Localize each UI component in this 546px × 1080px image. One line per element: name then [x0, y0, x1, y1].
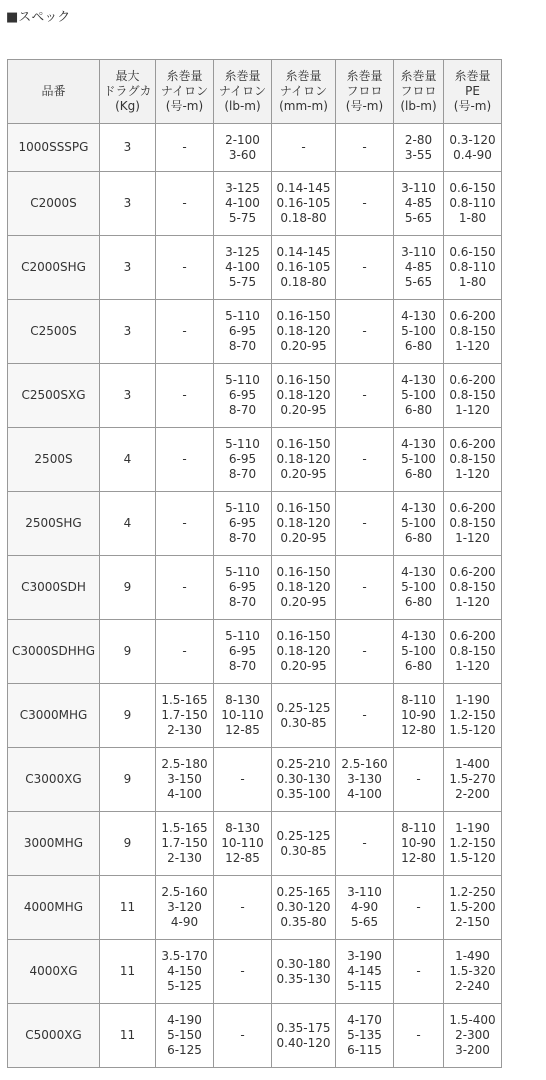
nylon-mm-cell: 0.14-145 0.16-105 0.18-80 [272, 236, 336, 300]
max-drag-cell: 9 [100, 684, 156, 748]
model-cell: 4000XG [8, 940, 100, 1004]
max-drag-cell: 3 [100, 300, 156, 364]
nylon-lb-cell: 5-110 6-95 8-70 [214, 556, 272, 620]
nylon-mm-cell: 0.14-145 0.16-105 0.18-80 [272, 172, 336, 236]
nylon-go-cell: 2.5-180 3-150 4-100 [156, 748, 214, 812]
header-nylon-mm: 糸巻量 ナイロン (mm-m) [272, 60, 336, 124]
fluoro-go-cell: - [336, 620, 394, 684]
fluoro-lb-cell: - [394, 876, 444, 940]
fluoro-go-cell: - [336, 172, 394, 236]
fluoro-go-cell: - [336, 556, 394, 620]
fluoro-go-cell: - [336, 492, 394, 556]
nylon-lb-cell: 5-110 6-95 8-70 [214, 364, 272, 428]
pe-go-cell: 1.2-250 1.5-200 2-150 [444, 876, 502, 940]
fluoro-go-cell: - [336, 236, 394, 300]
nylon-mm-cell: 0.16-150 0.18-120 0.20-95 [272, 620, 336, 684]
fluoro-lb-cell: 4-130 5-100 6-80 [394, 556, 444, 620]
nylon-go-cell: - [156, 492, 214, 556]
max-drag-cell: 4 [100, 492, 156, 556]
fluoro-go-cell: - [336, 428, 394, 492]
fluoro-lb-cell: 8-110 10-90 12-80 [394, 812, 444, 876]
nylon-go-cell: - [156, 124, 214, 172]
nylon-mm-cell: 0.25-125 0.30-85 [272, 812, 336, 876]
max-drag-cell: 9 [100, 812, 156, 876]
fluoro-go-cell: - [336, 124, 394, 172]
nylon-lb-cell: 3-125 4-100 5-75 [214, 236, 272, 300]
nylon-mm-cell: 0.16-150 0.18-120 0.20-95 [272, 364, 336, 428]
table-row [8, 124, 502, 172]
nylon-lb-cell: 8-130 10-110 12-85 [214, 812, 272, 876]
nylon-lb-cell: - [214, 940, 272, 1004]
fluoro-go-cell: - [336, 812, 394, 876]
pe-go-cell: 1.5-400 2-300 3-200 [444, 1004, 502, 1068]
pe-go-cell: 1-400 1.5-270 2-200 [444, 748, 502, 812]
header-fluoro-go: 糸巻量 フロロ (号-m) [336, 60, 394, 124]
spec-heading: ■スペック [6, 10, 71, 25]
max-drag-cell: 3 [100, 236, 156, 300]
header-model: 品番 [8, 60, 100, 124]
nylon-go-cell: 1.5-165 1.7-150 2-130 [156, 684, 214, 748]
fluoro-lb-cell: 4-130 5-100 6-80 [394, 300, 444, 364]
header-fluoro-lb: 糸巻量 フロロ (lb-m) [394, 60, 444, 124]
fluoro-lb-cell: 4-130 5-100 6-80 [394, 620, 444, 684]
model-cell: C3000XG [8, 748, 100, 812]
model-cell: 3000MHG [8, 812, 100, 876]
nylon-lb-cell: - [214, 1004, 272, 1068]
spec-table [7, 59, 502, 1068]
model-cell: 2500SHG [8, 492, 100, 556]
table-row [8, 428, 502, 492]
nylon-go-cell: - [156, 172, 214, 236]
fluoro-go-cell: - [336, 364, 394, 428]
table-row [8, 1004, 502, 1068]
fluoro-lb-cell: 8-110 10-90 12-80 [394, 684, 444, 748]
table-row [8, 364, 502, 428]
fluoro-go-cell: - [336, 684, 394, 748]
fluoro-go-cell: 4-170 5-135 6-115 [336, 1004, 394, 1068]
model-cell: C2000SHG [8, 236, 100, 300]
nylon-go-cell: 2.5-160 3-120 4-90 [156, 876, 214, 940]
max-drag-cell: 3 [100, 172, 156, 236]
pe-go-cell: 0.6-200 0.8-150 1-120 [444, 300, 502, 364]
model-cell: C2500SXG [8, 364, 100, 428]
pe-go-cell: 0.6-150 0.8-110 1-80 [444, 236, 502, 300]
table-row [8, 812, 502, 876]
nylon-lb-cell: - [214, 876, 272, 940]
fluoro-lb-cell: 3-110 4-85 5-65 [394, 236, 444, 300]
table-row [8, 684, 502, 748]
table-body [8, 124, 502, 1068]
pe-go-cell: 0.3-120 0.4-90 [444, 124, 502, 172]
nylon-lb-cell: - [214, 748, 272, 812]
table-row [8, 236, 502, 300]
nylon-mm-cell: 0.25-165 0.30-120 0.35-80 [272, 876, 336, 940]
header-pe-go: 糸巻量 PE (号-m) [444, 60, 502, 124]
nylon-lb-cell: 5-110 6-95 8-70 [214, 300, 272, 364]
nylon-go-cell: - [156, 620, 214, 684]
max-drag-cell: 4 [100, 428, 156, 492]
pe-go-cell: 1-190 1.2-150 1.5-120 [444, 812, 502, 876]
nylon-go-cell: 4-190 5-150 6-125 [156, 1004, 214, 1068]
header-nylon-lb: 糸巻量 ナイロン (lb-m) [214, 60, 272, 124]
nylon-mm-cell: 0.30-180 0.35-130 [272, 940, 336, 1004]
max-drag-cell: 11 [100, 1004, 156, 1068]
nylon-lb-cell: 8-130 10-110 12-85 [214, 684, 272, 748]
nylon-go-cell: - [156, 300, 214, 364]
pe-go-cell: 0.6-150 0.8-110 1-80 [444, 172, 502, 236]
fluoro-lb-cell: 4-130 5-100 6-80 [394, 492, 444, 556]
nylon-mm-cell: 0.16-150 0.18-120 0.20-95 [272, 492, 336, 556]
max-drag-cell: 9 [100, 620, 156, 684]
nylon-mm-cell: - [272, 124, 336, 172]
pe-go-cell: 1-190 1.2-150 1.5-120 [444, 684, 502, 748]
table-row [8, 492, 502, 556]
table-row [8, 620, 502, 684]
nylon-go-cell: - [156, 236, 214, 300]
nylon-lb-cell: 5-110 6-95 8-70 [214, 492, 272, 556]
fluoro-go-cell: 2.5-160 3-130 4-100 [336, 748, 394, 812]
nylon-go-cell: - [156, 556, 214, 620]
nylon-go-cell: 1.5-165 1.7-150 2-130 [156, 812, 214, 876]
model-cell: C5000XG [8, 1004, 100, 1068]
model-cell: C3000MHG [8, 684, 100, 748]
nylon-mm-cell: 0.35-175 0.40-120 [272, 1004, 336, 1068]
header-nylon-go: 糸巻量 ナイロン (号-m) [156, 60, 214, 124]
pe-go-cell: 1-490 1.5-320 2-240 [444, 940, 502, 1004]
max-drag-cell: 9 [100, 748, 156, 812]
model-cell: 2500S [8, 428, 100, 492]
table-row [8, 940, 502, 1004]
nylon-lb-cell: 5-110 6-95 8-70 [214, 620, 272, 684]
nylon-mm-cell: 0.16-150 0.18-120 0.20-95 [272, 300, 336, 364]
fluoro-lb-cell: - [394, 1004, 444, 1068]
max-drag-cell: 9 [100, 556, 156, 620]
table-row [8, 748, 502, 812]
model-cell: 1000SSSPG [8, 124, 100, 172]
pe-go-cell: 0.6-200 0.8-150 1-120 [444, 492, 502, 556]
model-cell: C2000S [8, 172, 100, 236]
pe-go-cell: 0.6-200 0.8-150 1-120 [444, 556, 502, 620]
fluoro-lb-cell: 4-130 5-100 6-80 [394, 364, 444, 428]
header-max-drag: 最大 ドラグカ (Kg) [100, 60, 156, 124]
model-cell: 4000MHG [8, 876, 100, 940]
fluoro-lb-cell: 2-80 3-55 [394, 124, 444, 172]
max-drag-cell: 3 [100, 124, 156, 172]
nylon-mm-cell: 0.25-210 0.30-130 0.35-100 [272, 748, 336, 812]
header-row [8, 60, 502, 124]
pe-go-cell: 0.6-200 0.8-150 1-120 [444, 364, 502, 428]
table-row [8, 556, 502, 620]
fluoro-lb-cell: 4-130 5-100 6-80 [394, 428, 444, 492]
fluoro-go-cell: 3-110 4-90 5-65 [336, 876, 394, 940]
nylon-mm-cell: 0.25-125 0.30-85 [272, 684, 336, 748]
nylon-go-cell: - [156, 364, 214, 428]
model-cell: C3000SDHHG [8, 620, 100, 684]
max-drag-cell: 11 [100, 876, 156, 940]
pe-go-cell: 0.6-200 0.8-150 1-120 [444, 428, 502, 492]
nylon-lb-cell: 2-100 3-60 [214, 124, 272, 172]
model-cell: C2500S [8, 300, 100, 364]
table-row [8, 876, 502, 940]
fluoro-go-cell: - [336, 300, 394, 364]
table-row [8, 172, 502, 236]
pe-go-cell: 0.6-200 0.8-150 1-120 [444, 620, 502, 684]
model-cell: C3000SDH [8, 556, 100, 620]
nylon-go-cell: 3.5-170 4-150 5-125 [156, 940, 214, 1004]
max-drag-cell: 11 [100, 940, 156, 1004]
nylon-mm-cell: 0.16-150 0.18-120 0.20-95 [272, 428, 336, 492]
max-drag-cell: 3 [100, 364, 156, 428]
nylon-lb-cell: 3-125 4-100 5-75 [214, 172, 272, 236]
nylon-lb-cell: 5-110 6-95 8-70 [214, 428, 272, 492]
nylon-go-cell: - [156, 428, 214, 492]
fluoro-lb-cell: - [394, 748, 444, 812]
nylon-mm-cell: 0.16-150 0.18-120 0.20-95 [272, 556, 336, 620]
fluoro-go-cell: 3-190 4-145 5-115 [336, 940, 394, 1004]
table-row [8, 300, 502, 364]
fluoro-lb-cell: - [394, 940, 444, 1004]
fluoro-lb-cell: 3-110 4-85 5-65 [394, 172, 444, 236]
